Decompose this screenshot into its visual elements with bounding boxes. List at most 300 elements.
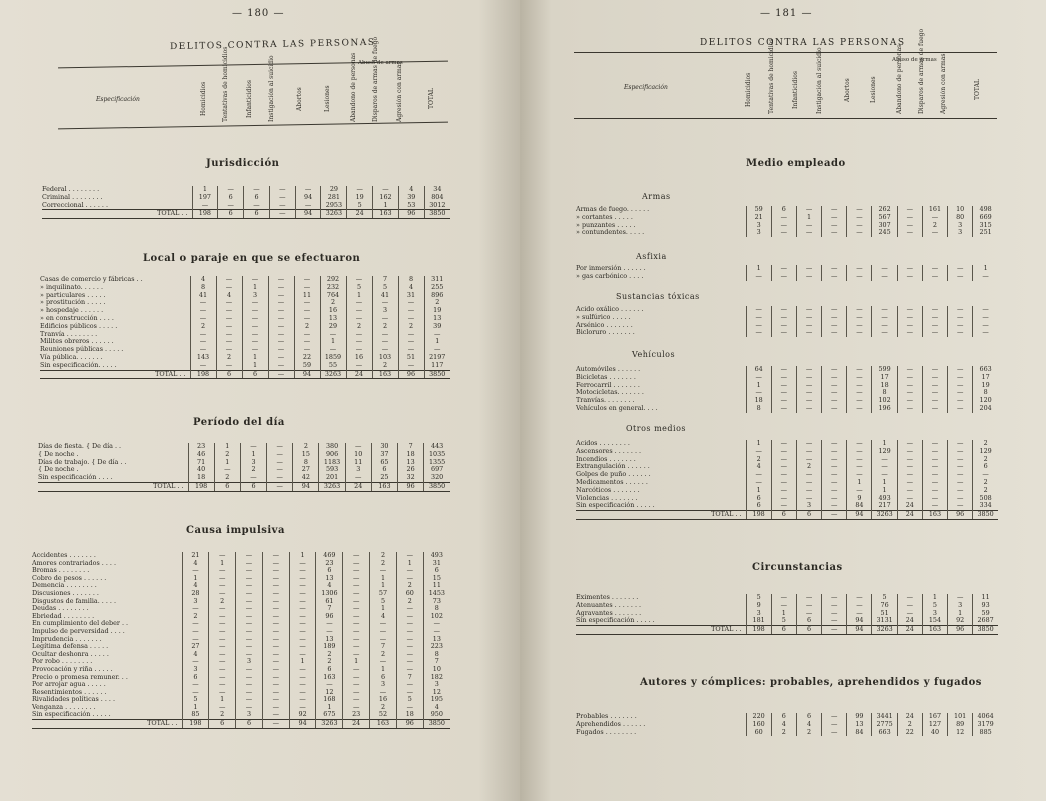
cell-value: 1	[746, 440, 771, 448]
col-header: Homicidios	[745, 72, 752, 108]
cell-value: 5	[370, 598, 397, 606]
cell-value: —	[343, 590, 370, 598]
cell-value: 2687	[973, 617, 998, 625]
cell-value: 39	[424, 323, 450, 331]
cell-value: —	[236, 560, 263, 568]
cell-value: 1	[973, 265, 998, 273]
cell-value: —	[346, 299, 372, 307]
table-row	[32, 598, 450, 606]
cell-value: —	[398, 346, 424, 354]
cell-value: —	[289, 689, 316, 697]
cell-value: —	[872, 456, 897, 464]
cell-value: —	[897, 214, 922, 222]
cell-value: 5	[372, 284, 398, 292]
cell-value: —	[216, 362, 242, 370]
cell-value: 217	[872, 502, 897, 510]
cell-value: 51	[398, 354, 424, 362]
cell-value: —	[746, 471, 771, 479]
cell-value: —	[796, 265, 821, 273]
row-label: Sin especificación . . . . .	[576, 616, 655, 625]
cell-value: 13	[423, 636, 450, 644]
cell-value: 27	[182, 643, 209, 651]
row-label: Sin especificación. . . . .	[40, 360, 117, 369]
cell-value: —	[190, 346, 216, 354]
cell-value: —	[209, 575, 236, 583]
cell-value: 6	[209, 720, 236, 729]
cell-value: —	[216, 299, 242, 307]
cell-value: 1	[370, 666, 397, 674]
cell-value: —	[746, 479, 771, 487]
cell-value: —	[771, 329, 796, 337]
cell-value: —	[262, 575, 289, 583]
cell-value: 102	[423, 613, 450, 621]
row-label: Precio o promesa remuner. . .	[32, 672, 128, 681]
cell-value: 669	[973, 214, 998, 222]
row-label: Criminal . . . . . . . .	[42, 192, 103, 201]
cell-value: —	[268, 370, 294, 379]
cell-value: —	[822, 382, 847, 390]
row-label: Resentimientos . . . . . .	[32, 687, 107, 696]
cell-value: —	[796, 206, 821, 214]
cell-value: —	[847, 471, 872, 479]
cell-value: 6	[244, 194, 270, 202]
cell-value: —	[396, 575, 423, 583]
cell-value: 24	[897, 626, 922, 635]
cell-value: 3	[236, 658, 263, 666]
cell-value: —	[847, 397, 872, 405]
cell-value: 3179	[973, 721, 998, 729]
cell-value: 3850	[973, 511, 998, 520]
row-label: Probables . . . . . . .	[576, 712, 637, 720]
cell-value: 6	[771, 626, 796, 635]
cell-value: 24	[897, 713, 922, 721]
cell-value: 94	[295, 194, 321, 202]
cell-value: 17	[872, 374, 897, 382]
cell-value: 4	[423, 704, 450, 712]
cell-value: —	[268, 354, 294, 362]
group-header: Abuso de armas	[358, 60, 403, 66]
cell-value: 24	[343, 720, 370, 729]
cell-value: —	[872, 329, 897, 337]
cell-value: —	[294, 315, 320, 323]
cell-value: 2	[398, 323, 424, 331]
row-label: TOTAL . .	[40, 370, 190, 379]
group-title: Vehículos	[632, 350, 676, 359]
cell-value: —	[262, 560, 289, 568]
cell-value: —	[847, 206, 872, 214]
cell-value: —	[316, 681, 343, 689]
cell-value: 92	[948, 617, 973, 625]
cell-value: —	[262, 598, 289, 606]
cell-value: 2	[216, 354, 242, 362]
cell-value: 2	[316, 651, 343, 659]
specification-header: Especificación	[624, 84, 668, 91]
cell-value: —	[242, 315, 268, 323]
cell-value: 3263	[872, 626, 897, 635]
row-label: Bromas . . . . . . . .	[32, 566, 90, 575]
row-label: Vía pública. . . . . . .	[40, 352, 103, 361]
cell-value: 21	[746, 214, 771, 222]
cell-value: 498	[973, 206, 998, 214]
section-title: Jurisdicción	[206, 158, 280, 169]
cell-value: 102	[872, 397, 897, 405]
row-label: Sin especificación . . . . .	[576, 501, 655, 510]
causa-table	[32, 552, 450, 729]
cell-value: —	[320, 331, 346, 339]
cell-value: 201	[319, 474, 345, 482]
cell-value: 16	[346, 354, 372, 362]
cell-value: 4	[370, 613, 397, 621]
row-label: » gas carbónico . . . .	[576, 271, 644, 280]
cell-value: —	[262, 628, 289, 636]
cell-value: 1	[346, 292, 372, 300]
cell-value: 1	[209, 560, 236, 568]
cell-value: 3850	[423, 720, 450, 729]
cell-value: 41	[372, 292, 398, 300]
cell-value: 57	[370, 590, 397, 598]
specification-header: Especificación	[96, 96, 140, 103]
total-row	[40, 370, 450, 379]
cell-value: —	[262, 605, 289, 613]
cell-value: 2	[424, 299, 450, 307]
cell-value: 1	[370, 575, 397, 583]
cell-value: —	[267, 459, 293, 467]
page-number: — 181 —	[760, 8, 813, 19]
cell-value: —	[771, 366, 796, 374]
cell-value: —	[289, 598, 316, 606]
cell-value: 73	[423, 598, 450, 606]
cell-value: —	[922, 229, 947, 237]
cell-value: —	[796, 456, 821, 464]
cell-value: —	[822, 617, 847, 625]
cell-value: 60	[746, 729, 771, 737]
cell-value: 1	[872, 440, 897, 448]
cell-value: —	[796, 314, 821, 322]
cell-value: —	[190, 331, 216, 339]
cell-value: —	[897, 440, 922, 448]
cell-value: —	[847, 440, 872, 448]
cell-value: 10	[423, 666, 450, 674]
row-label: Venganza . . . . . . . .	[32, 702, 96, 711]
cell-value: —	[771, 214, 796, 222]
cell-value: —	[922, 382, 947, 390]
col-header: Agresión con armas	[940, 53, 947, 114]
cell-value: 5	[182, 696, 209, 704]
cell-value: —	[922, 306, 947, 314]
cell-value: —	[822, 602, 847, 610]
cell-value: —	[822, 502, 847, 510]
cell-value: —	[343, 689, 370, 697]
cell-value: —	[948, 374, 973, 382]
armas-table	[576, 206, 998, 237]
cell-value: —	[922, 471, 947, 479]
row-label: Agravantes . . . . . . .	[576, 608, 642, 617]
row-label: Motocicletas. . . . . . .	[576, 388, 644, 397]
cell-value: —	[218, 186, 244, 194]
cell-value: 6	[771, 206, 796, 214]
cell-value: —	[922, 265, 947, 273]
cell-value: 3	[948, 229, 973, 237]
cell-value: —	[289, 696, 316, 704]
cell-value: 198	[746, 511, 771, 520]
cell-value: 3	[948, 602, 973, 610]
cell-value: —	[236, 696, 263, 704]
section-title: Local o paraje en que se efectuaron	[143, 253, 361, 264]
cell-value: 11	[423, 582, 450, 590]
cell-value: 3263	[872, 511, 897, 520]
cell-value: —	[370, 658, 397, 666]
col-header: TOTAL	[428, 88, 435, 110]
cell-value: —	[190, 338, 216, 346]
group-title: Asfixia	[636, 252, 667, 261]
cell-value: —	[948, 265, 973, 273]
cell-value: —	[398, 338, 424, 346]
cell-value: —	[847, 229, 872, 237]
cell-value: —	[343, 666, 370, 674]
cell-value: —	[236, 666, 263, 674]
cell-value: 2	[182, 613, 209, 621]
col-header: Abortos	[844, 78, 851, 102]
cell-value: —	[236, 605, 263, 613]
cell-value: 2953	[321, 202, 347, 210]
cell-value: 15	[423, 575, 450, 583]
cell-value: —	[897, 273, 922, 281]
cell-value: 599	[872, 366, 897, 374]
cell-value: —	[396, 643, 423, 651]
cell-value: 1306	[316, 590, 343, 598]
cell-value: 16	[370, 696, 397, 704]
cell-value: —	[268, 323, 294, 331]
cell-value: 19	[347, 194, 373, 202]
cell-value: —	[746, 374, 771, 382]
col-header: Abortos	[296, 87, 303, 111]
row-label: Discusiones . . . . . . .	[32, 588, 99, 597]
row-label: Edificios públicos . . . . .	[40, 321, 118, 330]
cell-value: —	[847, 405, 872, 413]
cell-value: 4	[771, 721, 796, 729]
cell-value: —	[242, 323, 268, 331]
cell-value: —	[922, 366, 947, 374]
cell-value: 2	[294, 323, 320, 331]
cell-value: —	[398, 331, 424, 339]
cell-value: —	[822, 206, 847, 214]
cell-value: 1	[242, 284, 268, 292]
cell-value: —	[372, 338, 398, 346]
cell-value: —	[771, 382, 796, 390]
cell-value: 1	[240, 451, 266, 459]
cell-value: 2	[214, 451, 240, 459]
circunstancias-table	[576, 594, 998, 635]
cell-value: —	[973, 273, 998, 281]
cell-value: —	[289, 651, 316, 659]
cell-value: —	[316, 628, 343, 636]
row-label: Demencia . . . . . . . .	[32, 581, 97, 590]
cell-value: —	[209, 681, 236, 689]
cell-value: —	[240, 474, 266, 482]
cell-value: 51	[872, 610, 897, 618]
cell-value: —	[370, 636, 397, 644]
cell-value: 24	[897, 502, 922, 510]
cell-value: —	[872, 463, 897, 471]
cell-value: —	[973, 329, 998, 337]
cell-value: —	[948, 405, 973, 413]
cell-value: 3012	[424, 202, 450, 210]
cell-value: 23	[343, 711, 370, 719]
cell-value: 3	[423, 681, 450, 689]
cell-value: —	[343, 582, 370, 590]
col-header: Abandono de personas	[350, 52, 357, 122]
cell-value: —	[396, 666, 423, 674]
cell-value: —	[262, 590, 289, 598]
cell-value: —	[209, 636, 236, 644]
cell-value: —	[262, 620, 289, 628]
row-label: » particulares . . . . .	[40, 290, 106, 299]
cell-value: —	[796, 374, 821, 382]
row-label: TOTAL . .	[576, 511, 746, 520]
cell-value: 4	[398, 284, 424, 292]
cell-value: —	[822, 329, 847, 337]
cell-value: —	[262, 666, 289, 674]
cell-value: 3	[796, 502, 821, 510]
cell-value: —	[294, 338, 320, 346]
cell-value: —	[236, 628, 263, 636]
cell-value: 16	[320, 307, 346, 315]
cell-value: —	[771, 495, 796, 503]
table-row	[32, 651, 450, 659]
section-title: Autores y cómplices: probables, aprehendidos y fugados	[640, 677, 982, 688]
cell-value: 27	[293, 466, 319, 474]
cell-value: 7	[372, 276, 398, 284]
autores-table	[576, 713, 998, 736]
cell-value: —	[922, 322, 947, 330]
cell-value: —	[262, 720, 289, 729]
cell-value: 493	[872, 495, 897, 503]
cell-value: 1	[746, 382, 771, 390]
cell-value: —	[343, 552, 370, 560]
row-label: TOTAL . .	[42, 210, 192, 219]
cell-value: —	[948, 366, 973, 374]
cell-value: —	[182, 689, 209, 697]
cell-value: —	[948, 314, 973, 322]
cell-value: —	[236, 613, 263, 621]
cell-value: —	[370, 689, 397, 697]
cell-value: —	[209, 666, 236, 674]
cell-value: —	[771, 440, 796, 448]
cell-value: 5	[396, 696, 423, 704]
cell-value: 1	[214, 459, 240, 467]
cell-value: —	[973, 471, 998, 479]
cell-value: 198	[192, 210, 218, 219]
cell-value: 232	[320, 284, 346, 292]
cell-value: —	[343, 674, 370, 682]
cell-value: 443	[424, 443, 450, 451]
cell-value: —	[209, 567, 236, 575]
cell-value: 76	[872, 602, 897, 610]
cell-value: 5	[922, 602, 947, 610]
cell-value: 22	[294, 354, 320, 362]
cell-value: —	[216, 331, 242, 339]
cell-value: —	[262, 674, 289, 682]
row-label: Ascensores . . . . . . .	[576, 446, 642, 455]
cell-value: 3	[236, 711, 263, 719]
cell-value: —	[316, 620, 343, 628]
cell-value: —	[746, 322, 771, 330]
cell-value: 3850	[424, 210, 450, 219]
cell-value: —	[370, 620, 397, 628]
cell-value: —	[948, 495, 973, 503]
row-label: TOTAL . .	[32, 720, 182, 729]
cell-value: 1	[847, 479, 872, 487]
cell-value: —	[746, 314, 771, 322]
toxicas-table	[576, 306, 998, 337]
cell-value: —	[847, 322, 872, 330]
cell-value: —	[294, 346, 320, 354]
cell-value: —	[214, 466, 240, 474]
cell-value: 11	[345, 459, 371, 467]
cell-value: —	[796, 366, 821, 374]
cell-value: 4	[398, 186, 424, 194]
cell-value: 198	[190, 370, 216, 379]
row-label: Amores contrariados . . . .	[32, 558, 117, 567]
cell-value: 24	[897, 511, 922, 520]
cell-value: 96	[948, 626, 973, 635]
cell-value: —	[822, 214, 847, 222]
cell-value: —	[182, 681, 209, 689]
cell-value: —	[948, 471, 973, 479]
cell-value: —	[771, 374, 796, 382]
cell-value: 3	[182, 666, 209, 674]
cell-value: —	[294, 284, 320, 292]
cell-value: —	[294, 331, 320, 339]
cell-value: 5	[872, 594, 897, 602]
cell-value: 6	[746, 495, 771, 503]
cell-value: —	[343, 704, 370, 712]
cell-value: —	[822, 626, 847, 635]
cell-value: —	[268, 362, 294, 370]
cell-value: 92	[289, 711, 316, 719]
row-label: Ferrocarril . . . . . . .	[576, 380, 640, 389]
cell-value: —	[268, 307, 294, 315]
cell-value: —	[343, 651, 370, 659]
cell-value: —	[396, 636, 423, 644]
cell-value: —	[796, 448, 821, 456]
cell-value: 163	[370, 720, 397, 729]
cell-value: —	[822, 713, 847, 721]
cell-value: 896	[424, 292, 450, 300]
cell-value: 71	[188, 459, 214, 467]
cell-value: 23	[316, 560, 343, 568]
cell-value: —	[216, 338, 242, 346]
cell-value: —	[897, 487, 922, 495]
cell-value: 2	[370, 560, 397, 568]
cell-value: —	[847, 487, 872, 495]
cell-value: —	[847, 265, 872, 273]
cell-value: 18	[872, 382, 897, 390]
row-label: » prostitución . . . . .	[40, 298, 106, 307]
row-label: Días de fiesta. { De día . .	[38, 442, 122, 450]
cell-value: —	[948, 456, 973, 464]
cell-value: —	[771, 487, 796, 495]
page-title: DELITOS CONTRA LAS PERSONAS	[700, 38, 906, 48]
cell-value: 99	[847, 713, 872, 721]
cell-value: —	[973, 306, 998, 314]
cell-value: 7	[316, 605, 343, 613]
table-row	[40, 323, 450, 331]
cell-value: —	[289, 628, 316, 636]
cell-value: —	[922, 389, 947, 397]
row-label: Disgustos de familia. . . . .	[32, 596, 117, 605]
cell-value: 6	[316, 567, 343, 575]
